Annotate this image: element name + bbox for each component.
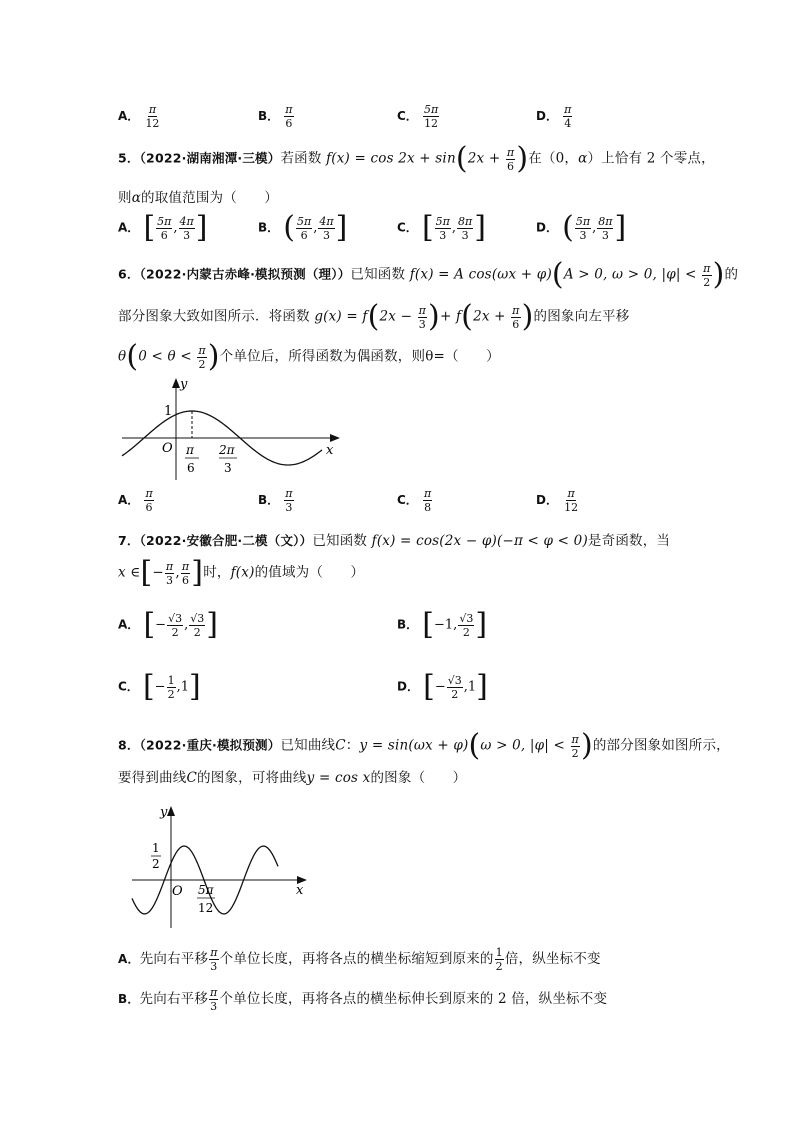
fraction [284, 103, 293, 130]
denominator: 6 [145, 501, 153, 514]
q8-stem [118, 728, 730, 763]
numerator: √3 [459, 611, 474, 625]
formula: f(x) = cos(2x − φ)(−π < φ < 0) [371, 533, 588, 549]
value-text: ,1 [176, 679, 189, 695]
q5-option-a[interactable]: A． [ $\frac{5\pi}{6}$ , $\frac{4\pi}{3}$ ] [118, 210, 208, 245]
numerator: π [567, 487, 575, 500]
denominator: 2 [703, 275, 711, 289]
fraction [156, 215, 172, 242]
option-label: C． [397, 109, 418, 123]
denominator: 2 [462, 625, 470, 639]
formula: 2x − [379, 308, 413, 325]
fraction [209, 986, 218, 1013]
value-text: ,1 [463, 679, 477, 695]
numerator: π [210, 946, 218, 959]
fraction [318, 215, 334, 242]
paren: ) [521, 299, 534, 334]
fraction [506, 146, 515, 173]
bracket: [ [423, 669, 435, 704]
q8-option-b[interactable] [118, 986, 607, 1013]
option-label: A． [118, 109, 140, 123]
fraction [458, 612, 474, 639]
paren: ) [516, 141, 529, 176]
numerator: 5π [575, 214, 591, 228]
fraction [435, 215, 451, 242]
q4-option-b[interactable] [258, 103, 295, 130]
paren: ( [126, 339, 139, 374]
fraction [165, 560, 174, 587]
formula: y = cos x [306, 770, 371, 786]
fraction [179, 215, 195, 242]
numerator: π [210, 986, 218, 999]
fraction [457, 215, 473, 242]
denominator: 3 [601, 228, 609, 242]
denominator: 2 [171, 625, 179, 639]
option-label: B． [118, 992, 140, 1006]
stem-text: 时， [203, 564, 231, 581]
x-tick-label: 6 [187, 461, 195, 475]
numerator: π [564, 103, 572, 116]
stem-text: 已知曲线 [280, 737, 336, 754]
q6-stem-line3 [118, 339, 500, 374]
option-label: A． [118, 952, 140, 966]
option-text: 倍，纵坐标不变 [504, 951, 601, 967]
numerator: π [198, 343, 206, 357]
q7-stem [118, 529, 670, 549]
option-label: B． [258, 109, 280, 123]
denominator: 3 [461, 228, 469, 242]
fraction [563, 487, 579, 514]
q4-option-c[interactable] [397, 103, 440, 130]
denominator: 2 [193, 625, 201, 639]
bracket: ] [195, 210, 208, 245]
question-source: （2022·重庆·模拟预测） [139, 737, 281, 753]
denominator: 4 [564, 117, 572, 130]
denominator: 6 [512, 317, 520, 331]
stem-text: ）上恰有 2 个零点， [587, 150, 715, 167]
numerator: π [703, 261, 711, 275]
bracket: [ [140, 555, 153, 590]
paren: ( [468, 728, 481, 763]
fraction [144, 103, 160, 130]
y-tick-label: 2 [152, 857, 160, 871]
q6-option-b[interactable] [258, 487, 295, 514]
q5-stem [118, 141, 715, 176]
fraction [447, 674, 463, 701]
x-label: x [326, 443, 334, 458]
q6-graph [118, 374, 348, 484]
stem-text: 的取值范围为（ ） [141, 190, 279, 206]
fraction [197, 344, 206, 371]
option-label: D． [536, 109, 558, 123]
formula: 0 < θ < [138, 348, 192, 365]
q4-option-d[interactable] [536, 103, 573, 130]
formula: f(x) [230, 564, 255, 581]
denominator: 12 [145, 117, 160, 130]
option-text: 先向右平移 [139, 991, 209, 1007]
numerator: 1 [495, 946, 503, 959]
fraction [597, 215, 613, 242]
fraction [167, 674, 176, 701]
paren: ) [207, 339, 220, 374]
numerator: 5π [423, 103, 439, 116]
formula: + f [439, 308, 462, 325]
bracket: [ [143, 210, 156, 245]
y-label: y [180, 377, 188, 392]
option-label: C． [397, 220, 418, 235]
numerator: π [423, 487, 432, 500]
q7-stem-line2: x ∈[− $\frac{\pi}{3}$ , $\frac{\pi}{6}$ ]时，f(x)的值域为（ ） [118, 555, 365, 590]
denominator: 3 [323, 228, 330, 242]
x-tick-label: 12 [198, 901, 214, 915]
numerator: 5π [157, 214, 172, 228]
x-tick-label: 2π [219, 443, 235, 457]
denominator: 12 [564, 501, 579, 514]
option-label: D． [536, 220, 558, 235]
stem-text: 若函数 [280, 150, 322, 167]
origin-label: O [172, 884, 183, 899]
paren: ( [461, 299, 474, 334]
formula: 2x + [473, 308, 506, 325]
numerator: 4π [179, 214, 194, 228]
denominator: 12 [424, 117, 439, 130]
option-label: D． [536, 493, 558, 507]
formula: 2x + [467, 150, 501, 167]
numerator: π [506, 145, 515, 159]
option-label: D． [397, 679, 419, 694]
q8-option-a[interactable] [118, 946, 601, 973]
option-text: 个单位长度，再将各点的横坐标缩短到原来的 [219, 951, 494, 967]
stem-text: 已知函数 [312, 533, 368, 549]
denominator: 3 [439, 228, 447, 242]
y-tick-label: 1 [164, 404, 173, 419]
stem-text: 个单位后，所得函数为偶函数，则θ=（ ） [219, 348, 500, 365]
denominator: 3 [166, 573, 174, 587]
y-axis-arrow-icon [167, 806, 175, 816]
fraction [144, 487, 153, 514]
q7-option-b[interactable] [397, 607, 488, 642]
stem-text: 的部分图象如图所示， [592, 737, 730, 754]
option-text: 个单位长度，再将各点的横坐标伸长到原来的 2 倍，纵坐标不变 [219, 991, 608, 1007]
denominator: 2 [571, 746, 579, 760]
fraction [181, 560, 190, 587]
paren: ) [428, 299, 440, 334]
fraction [423, 487, 432, 514]
stem-text: ： [345, 737, 360, 754]
x-tick-label: π [186, 443, 194, 457]
bracket: ( [283, 210, 296, 245]
bracket: [ [142, 669, 155, 704]
bracket: [ [422, 607, 435, 642]
q7-option-a[interactable]: A． [− $\frac{√3}{2}$ , $\frac{√3}{2}$ ] [118, 607, 218, 642]
fraction [189, 612, 205, 639]
curve-symbol: C [335, 737, 346, 754]
denominator: 2 [167, 687, 175, 701]
stem-text: 的 [724, 266, 739, 283]
option-label: A． [118, 493, 140, 507]
alpha-symbol: α [578, 150, 588, 167]
bracket: ] [476, 669, 488, 704]
stem-text: 的图象向左平移 [533, 308, 630, 325]
y-label: y [160, 805, 168, 820]
numerator: π [571, 732, 579, 746]
formula: ω > 0, |φ| < [480, 737, 566, 754]
bracket: [ [143, 607, 156, 642]
q6-stem [118, 257, 739, 292]
numerator: 4π [319, 214, 334, 228]
denominator: 3 [183, 228, 191, 242]
formula: f(x) = A cos(ωx + φ) [409, 266, 552, 283]
fraction [571, 733, 580, 760]
denominator: 3 [210, 1000, 218, 1013]
bracket: ] [188, 669, 201, 704]
bracket: ( [562, 210, 574, 245]
fraction [284, 487, 293, 514]
q7-option-c[interactable]: C． [− $\frac{1}{2}$ ,1] [118, 669, 201, 704]
option-label: B． [258, 220, 280, 235]
q6-option-a[interactable] [118, 487, 155, 514]
x-label: x [296, 883, 304, 898]
q7-option-d[interactable]: D． [− $\frac{√3}{2}$ ,1] [397, 669, 488, 704]
stem-text: 要得到曲线 [118, 770, 187, 786]
denominator: 3 [285, 501, 293, 514]
theta-symbol: θ [118, 348, 127, 365]
q5-option-c[interactable]: C． [ $\frac{5\pi}{3}$ , $\frac{8\pi}{3}$ ] [397, 210, 486, 245]
q5-stem-line2 [118, 186, 278, 206]
q8-graph [128, 796, 318, 931]
denominator: 8 [424, 501, 432, 514]
numerator: π [181, 559, 190, 573]
fraction [209, 946, 218, 973]
denominator: 6 [285, 117, 293, 130]
option-label: C． [118, 679, 139, 694]
formula: A > 0, ω > 0, |φ| < [563, 266, 697, 283]
denominator: 6 [506, 159, 515, 173]
paren: ) [712, 257, 725, 292]
denominator: 6 [160, 228, 168, 242]
option-label: A． [118, 220, 140, 235]
question-source: （2022·内蒙古赤峰·模拟预测（理）） [139, 266, 351, 282]
denominator: 6 [300, 228, 308, 242]
numerator: π [165, 559, 174, 573]
option-label: A． [118, 617, 140, 632]
fraction [167, 612, 183, 639]
option-text: 先向右平移 [139, 951, 209, 967]
bracket: ] [191, 555, 204, 590]
option-label: B． [258, 493, 280, 507]
numerator: √3 [447, 673, 462, 687]
numerator: 5π [297, 214, 312, 228]
stem-text: 则 [118, 190, 132, 206]
denominator: 2 [451, 687, 459, 701]
curve-symbol: C [186, 770, 198, 786]
numerator: 5π [435, 214, 450, 228]
q5-option-d[interactable]: D． ( $\frac{5\pi}{3}$ , $\frac{8\pi}{3}$ ] [536, 210, 627, 245]
numerator: π [148, 103, 157, 116]
x-tick-label: 3 [224, 461, 232, 475]
stem-text: 在（0， [528, 150, 579, 167]
q4-option-a[interactable] [118, 103, 161, 130]
denominator: 3 [579, 228, 587, 242]
formula: x ∈ [118, 564, 141, 581]
fraction [702, 262, 711, 289]
numerator: π [285, 487, 293, 500]
fraction [423, 103, 439, 130]
question-number: 5． [118, 150, 140, 166]
bracket: ] [335, 210, 348, 245]
q6-option-d[interactable] [536, 487, 580, 514]
denominator: 3 [418, 317, 426, 331]
formula: f(x) = cos 2x + sin [326, 150, 456, 167]
denominator: 2 [495, 960, 503, 973]
bracket: ] [475, 607, 488, 642]
bracket: ] [206, 607, 218, 642]
numerator: π [145, 487, 153, 500]
option-label: C． [397, 493, 418, 507]
paren: ) [580, 728, 593, 763]
question-number: 8． [118, 737, 140, 753]
fraction [511, 304, 520, 331]
q8-stem-line2 [118, 766, 466, 786]
y-axis-arrow-icon [172, 378, 180, 388]
x-axis-arrow-icon [330, 434, 340, 442]
y-tick-label: 1 [152, 841, 160, 855]
denominator: 3 [210, 960, 218, 973]
q5-option-b[interactable]: B． ( $\frac{5\pi}{6}$ , $\frac{4\pi}{3}$ ] [258, 210, 348, 245]
bracket: ] [474, 210, 486, 245]
numerator: √3 [190, 611, 205, 625]
denominator: 2 [198, 357, 206, 371]
numerator: 8π [458, 214, 473, 228]
numerator: 8π [598, 214, 613, 228]
numerator: √3 [168, 611, 183, 625]
fraction [495, 946, 504, 973]
x-tick-label: 5π [198, 883, 214, 897]
fraction [563, 103, 572, 130]
alpha-symbol: α [131, 190, 142, 206]
q6-option-c[interactable] [397, 487, 433, 514]
fraction [296, 215, 312, 242]
origin-label: O [162, 441, 173, 456]
formula: g(x) = f [314, 308, 368, 325]
numerator: π [285, 103, 293, 116]
denominator: 6 [181, 573, 190, 587]
formula: y = sin(ωx + φ) [359, 737, 469, 754]
stem-text: 是奇函数，当 [587, 533, 671, 549]
bracket: [ [421, 210, 434, 245]
numerator: π [512, 303, 520, 317]
paren: ( [551, 257, 564, 292]
option-label: B． [397, 617, 419, 632]
paren: ( [367, 299, 380, 334]
fraction [575, 215, 591, 242]
fraction [418, 304, 427, 331]
stem-text: 部分图象大致如图所示．将函数 [118, 308, 310, 325]
question-number: 7． [118, 533, 140, 548]
numerator: π [418, 303, 427, 317]
stem-text: 的图象（ ） [370, 770, 467, 786]
numerator: 1 [167, 673, 175, 687]
question-number: 6． [118, 266, 140, 282]
stem-text: 的图象，可将曲线 [197, 770, 307, 786]
question-source: （2022·湖南湘潭·三模） [139, 150, 281, 166]
bracket: ] [614, 210, 627, 245]
stem-text: 的值域为（ ） [254, 564, 365, 581]
stem-text: 已知函数 [350, 266, 406, 283]
q6-stem-line2 [118, 299, 630, 334]
question-source: （2022·安徽合肥·二模（文）） [139, 533, 313, 548]
value-text: −1, [434, 617, 458, 633]
paren: ( [455, 141, 468, 176]
